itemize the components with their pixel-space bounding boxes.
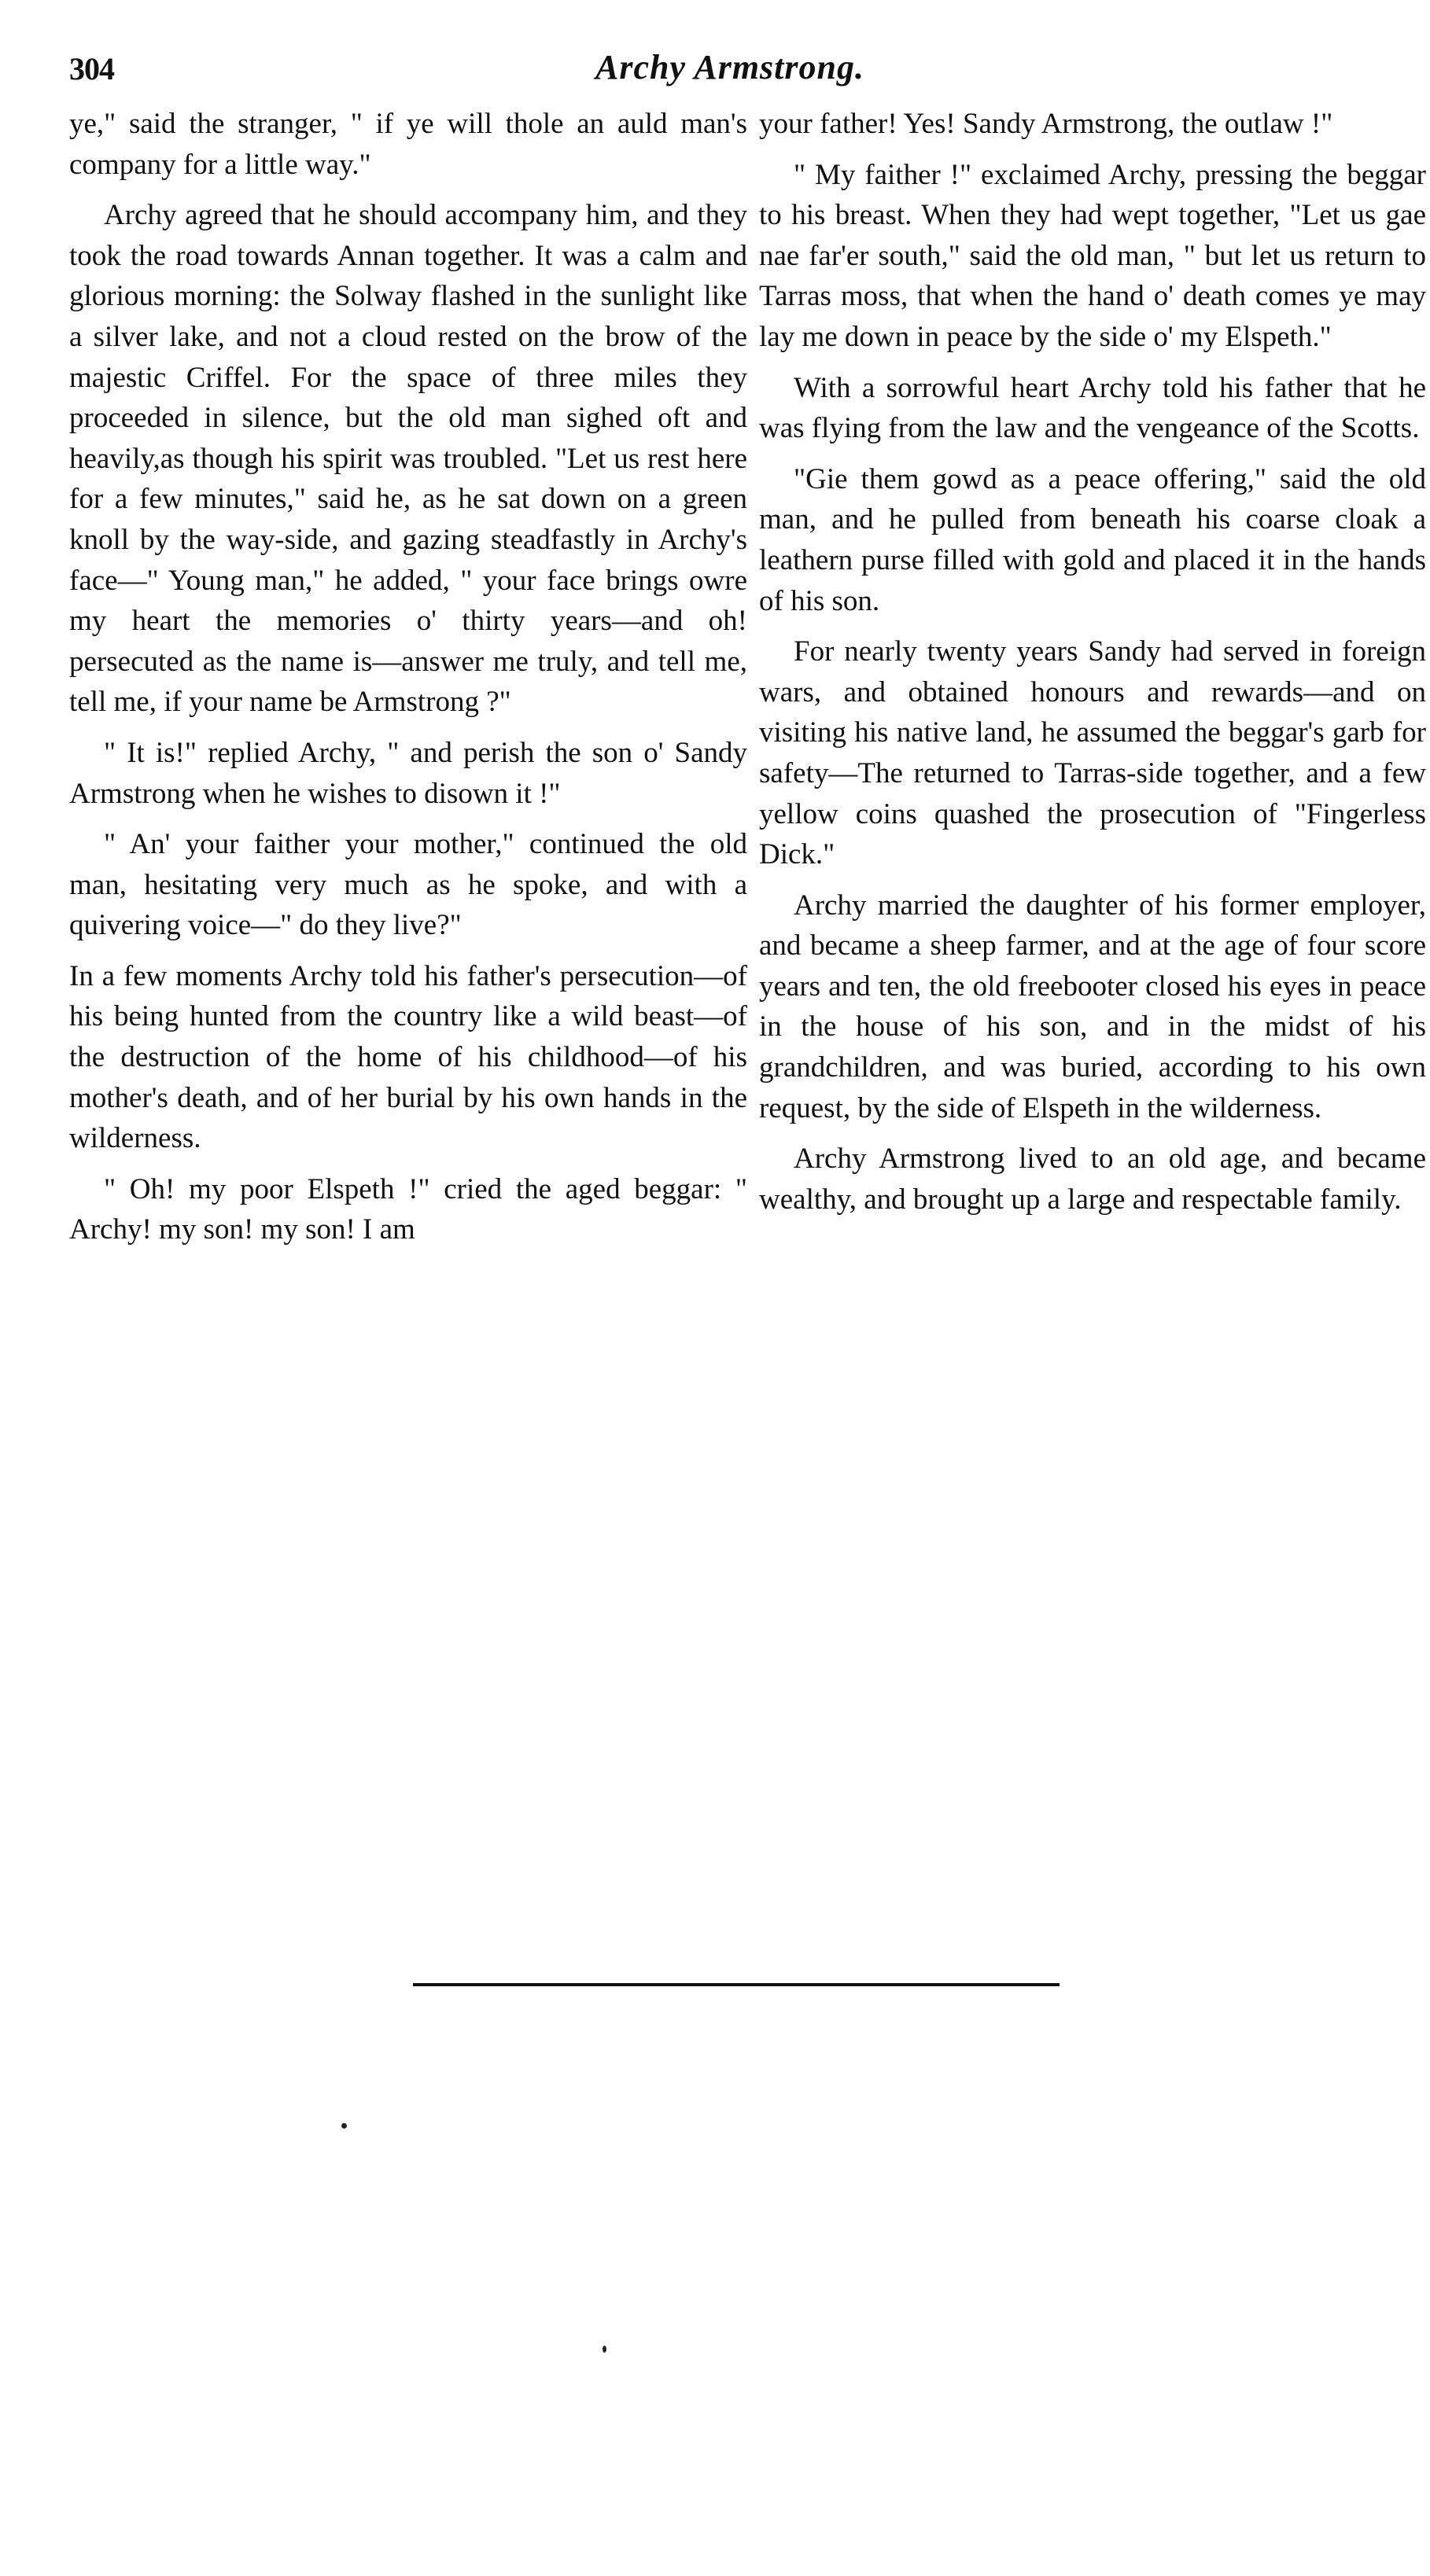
- paragraph: "Gie them gowd as a peace offering," said the old man, and he pulled from beneath his coarse cloak a leathern purse filled with gold and placed it in the hands of his son.: [759, 462, 1426, 617]
- paragraph: Archy Armstrong lived to an old age, and became wealthy, and brought up a large and respectable family.: [759, 1143, 1426, 1216]
- paragraph: For nearly twenty years Sandy had served in foreign wars, and obtained honours and rewards—and on visiting his native land, he assumed the beggar's garb for safety—The returned to Tarras-side together, and a few yellow coins quashed the prosecution of "Fingerless Dick.": [759, 635, 1426, 871]
- paragraph: " My faither !" exclaimed Archy, pressing the beggar to his breast. When they had wept together, "Let us gae nae far'er south," said the old man, " but let us return to Tarras moss, that when the hand o' death comes ye may lay me down in peace by the side o' my Elspeth.": [759, 158, 1426, 353]
- running-title: Archy Armstrong.: [595, 48, 864, 86]
- paragraph: Archy agreed that he should accompany him, and they took the road towards Annan together. It was a calm and glorious morning: the Solway flashed in the sunlight like a silver lake, and not a cloud rested on the brow of the majestic Criffel. For the space of three miles they proceeded in silence, but the old man sighed oft and heavily,as though his spirit was troubled. "Let us rest here for a few minutes," said he, as he sat down on a green knoll by the way-side, and gazing steadfastly in Archy's face—" Young man," he added, " your face brings owre my heart the memories o' thirty years—and oh! persecuted as the name is—answer me truly, and tell me, tell me, if your name be Armstrong ?": [69, 199, 747, 719]
- left-column: [69, 104, 747, 1260]
- page-number: 304: [69, 51, 114, 86]
- paragraph: " Oh! my poor Elspeth !" cried the aged beggar: " Archy! my son! my son! I am: [69, 1172, 747, 1246]
- paragraph: " It is!" replied Archy, " and perish the son o' Sandy Armstrong when he wishes to disown it !": [69, 736, 747, 810]
- paragraph: your father! Yes! Sandy Armstrong, the outlaw !": [759, 108, 1333, 140]
- ink-speck: [341, 2123, 347, 2129]
- paragraph: In a few moments Archy told his father's persecution—of his being hunted from the country like a wild beast—of the destruction of the home of his childhood—of his mother's death, and of her burial by his own hands in the wilderness.: [69, 959, 747, 1155]
- ink-speck: [603, 2346, 606, 2353]
- page-header: [69, 47, 1391, 94]
- paragraph: ye," said the stranger, " if ye will thole an auld man's company for a little way.": [69, 108, 747, 181]
- paragraph: With a sorrowful heart Archy told his father that he was flying from the law and the vengeance of the Scotts.: [759, 371, 1426, 445]
- end-of-chapter-rule: [413, 1983, 1060, 1986]
- paragraph: Archy married the daughter of his former employer, and became a sheep farmer, and at the age of four score years and ten, the old freebooter closed his eyes in peace in the house of his son, and in the midst of his grandchildren, and was buried, according to his own request, by the side of Elspeth in the wilderness.: [759, 889, 1426, 1124]
- paragraph: " An' your faither your mother," continued the old man, hesitating very much as he spoke, and with a quivering voice—" do they live?": [69, 828, 747, 942]
- right-column: [759, 104, 1426, 1230]
